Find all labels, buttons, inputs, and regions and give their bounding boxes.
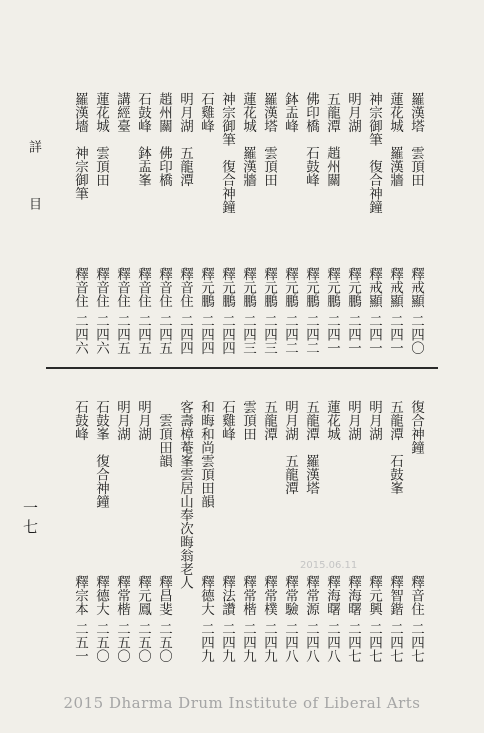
entry-author: 釋元鵬 — [282, 267, 298, 308]
entry-title: 神宗御筆 復合神鐘 — [219, 92, 235, 214]
entry-page-number: 二四八 — [282, 621, 298, 662]
entry-title: 復合神鐘 — [408, 400, 424, 454]
entry-page-number: 二四九 — [198, 621, 214, 662]
toc-entry — [240, 92, 255, 354]
entry-page-number: 二四四 — [177, 313, 193, 354]
entry-title: 蓮花城 羅漢牆 — [240, 92, 256, 187]
entry-page-number: 二四一 — [324, 313, 340, 354]
toc-entry — [408, 400, 423, 662]
entry-author: 釋元興 — [366, 575, 382, 616]
entry-author: 釋元鵬 — [303, 267, 319, 308]
entry-title: 明月湖 — [345, 92, 361, 133]
entry-title: 五龍潭 石鼓峯 — [387, 400, 403, 495]
entry-author: 釋海曙 — [345, 575, 361, 616]
toc-entry — [219, 400, 234, 662]
toc-entry — [114, 400, 129, 662]
entry-title: 講經臺 — [114, 92, 130, 133]
entry-title: 神宗御筆 復合神鐘 — [366, 92, 382, 214]
toc-entry — [93, 92, 108, 354]
entry-page-number: 二四一 — [387, 313, 403, 354]
entry-title: 明月湖 — [114, 400, 130, 441]
entry-page-number: 二四六 — [72, 313, 88, 354]
toc-entry — [408, 92, 423, 354]
toc-entry — [177, 92, 192, 354]
entry-page-number: 二四七 — [387, 621, 403, 662]
toc-entry — [345, 92, 360, 354]
entry-title: 石鼓峰 — [72, 400, 88, 441]
entry-title: 石鼓峯 復合神鐘 — [93, 400, 109, 508]
toc-entry — [156, 400, 171, 662]
entry-page-number: 二四七 — [408, 621, 424, 662]
toc-entry — [135, 92, 150, 354]
entry-page-number: 二五一 — [72, 621, 88, 662]
entry-title: 五龍潭 羅漢塔 — [303, 400, 319, 495]
toc-entry — [156, 92, 171, 354]
entry-page-number: 二四七 — [345, 621, 361, 662]
entry-author: 釋海曙 — [324, 575, 340, 616]
entry-title: 和晦和尚雲頂田韻 — [198, 400, 214, 508]
entry-author: 釋智鍇 — [387, 575, 403, 616]
entry-page-number: 二四一 — [366, 313, 382, 354]
entry-author: 釋音住 — [408, 575, 424, 616]
entry-title: 明月湖 五龍潭 — [282, 400, 298, 495]
entry-author: 釋宗本 — [72, 575, 88, 616]
toc-entry — [324, 92, 339, 354]
entry-page-number: 二四九 — [240, 621, 256, 662]
entry-title: 雲頂田 — [240, 400, 256, 441]
entry-page-number: 二四七 — [366, 621, 382, 662]
entry-title: 五龍潭 — [261, 400, 277, 441]
entry-title: 明月湖 — [345, 400, 361, 441]
entry-author: 釋法讚 — [219, 575, 235, 616]
footer-watermark: 2015 Dharma Drum Institute of Liberal Arts — [63, 694, 421, 712]
entry-title: 鉢盂峰 — [282, 92, 298, 133]
toc-entry — [72, 400, 87, 662]
entry-page-number: 二四二 — [303, 313, 319, 354]
entry-title: 蓮花城 — [324, 400, 340, 441]
entry-author: 釋元鵬 — [324, 267, 340, 308]
entry-author: 釋元鵬 — [261, 267, 277, 308]
entry-title: 趙州關 佛印橋 — [156, 92, 172, 187]
entry-title: 羅漢塔 雲頂田 — [408, 92, 424, 187]
entry-page-number: 二四五 — [135, 313, 151, 354]
entry-page-number: 二四五 — [114, 313, 130, 354]
entry-title: 雲頂田韻 — [156, 400, 172, 468]
toc-entry — [72, 92, 87, 354]
entry-author: 釋音住 — [93, 267, 109, 308]
toc-entry — [261, 92, 276, 354]
entry-title: 明月湖 — [135, 400, 151, 441]
date-stamp: 2015.06.11 — [300, 560, 358, 571]
entry-author: 釋常楷 — [240, 575, 256, 616]
entry-title: 蓮花城 羅漢牆 — [387, 92, 403, 187]
entry-page-number: 二四九 — [219, 621, 235, 662]
entry-author: 釋音住 — [72, 267, 88, 308]
toc-entry — [387, 92, 402, 354]
entry-page-number: 二四三 — [240, 313, 256, 354]
entry-author: 釋元鵬 — [240, 267, 256, 308]
entry-author: 釋音住 — [177, 267, 193, 308]
entry-title: 石雞峰 — [198, 92, 214, 133]
toc-entry — [135, 400, 150, 662]
entry-page-number: 二四二 — [282, 313, 298, 354]
entry-author: 釋常源 — [303, 575, 319, 616]
entry-page-number: 二四五 — [156, 313, 172, 354]
entry-title: 佛印橋 石鼓峰 — [303, 92, 319, 187]
entry-page-number: 二四四 — [198, 313, 214, 354]
entry-author: 釋音住 — [114, 267, 130, 308]
entry-page-number: 二四九 — [261, 621, 277, 662]
entry-author: 釋常楷 — [114, 575, 130, 616]
toc-entry — [324, 400, 339, 662]
entry-title: 蓮花城 雲頂田 — [93, 92, 109, 187]
entry-title: 羅漢墻 神宗御筆 — [72, 92, 88, 200]
entry-page-number: 二四八 — [303, 621, 319, 662]
entry-title: 明月湖 五龍潭 — [177, 92, 193, 187]
entry-page-number: 二四四 — [219, 313, 235, 354]
toc-entry — [240, 400, 255, 662]
toc-entry — [366, 400, 381, 662]
entry-title: 羅漢塔 雲頂田 — [261, 92, 277, 187]
entry-author: 釋音住 — [156, 267, 172, 308]
entry-author: 釋德大 — [93, 575, 109, 616]
entry-author: 釋元鳳 — [135, 575, 151, 616]
entry-author: 釋昌斐 — [156, 575, 172, 616]
entry-page-number: 二五〇 — [93, 621, 109, 662]
section-label: 詳 目 — [26, 140, 41, 231]
page-number: 一七 — [21, 500, 39, 538]
entry-title: 客壽樟菴峯雲居山奉次晦翁老人 — [177, 400, 193, 589]
entry-page-number: 二四六 — [93, 313, 109, 354]
toc-entry — [114, 92, 129, 354]
toc-entry — [366, 92, 381, 354]
entry-author: 釋德大 — [198, 575, 214, 616]
entry-page-number: 二四三 — [261, 313, 277, 354]
entry-author: 釋戒顯 — [366, 267, 382, 308]
toc-entry — [282, 400, 297, 662]
toc-entry — [198, 92, 213, 354]
entry-author: 釋常驗 — [282, 575, 298, 616]
entry-page-number: 二五〇 — [114, 621, 130, 662]
toc-entry — [177, 400, 192, 662]
entry-title: 明月湖 — [366, 400, 382, 441]
entry-title: 五龍潭 趙州關 — [324, 92, 340, 187]
entry-page-number: 二五〇 — [135, 621, 151, 662]
entry-page-number: 二五〇 — [156, 621, 172, 662]
toc-entry — [303, 400, 318, 662]
entry-author: 釋元鵬 — [198, 267, 214, 308]
entry-page-number: 二四〇 — [408, 313, 424, 354]
toc-entry — [219, 92, 234, 354]
toc-entry — [93, 400, 108, 662]
entry-author: 釋元鵬 — [345, 267, 361, 308]
entry-author: 釋元鵬 — [219, 267, 235, 308]
entry-page-number: 二四一 — [345, 313, 361, 354]
section-divider — [46, 367, 438, 369]
entry-author: 釋常樸 — [261, 575, 277, 616]
entry-author: 釋音住 — [135, 267, 151, 308]
entry-author: 釋戒顯 — [387, 267, 403, 308]
toc-entry — [282, 92, 297, 354]
toc-entry — [198, 400, 213, 662]
entry-author: 釋戒顯 — [408, 267, 424, 308]
entry-title: 石鼓峰 鉢盂峯 — [135, 92, 151, 187]
entry-title: 石雞峰 — [219, 400, 235, 441]
entry-page-number: 二四八 — [324, 621, 340, 662]
toc-entry — [261, 400, 276, 662]
toc-entry — [303, 92, 318, 354]
toc-entry — [387, 400, 402, 662]
toc-entry — [345, 400, 360, 662]
